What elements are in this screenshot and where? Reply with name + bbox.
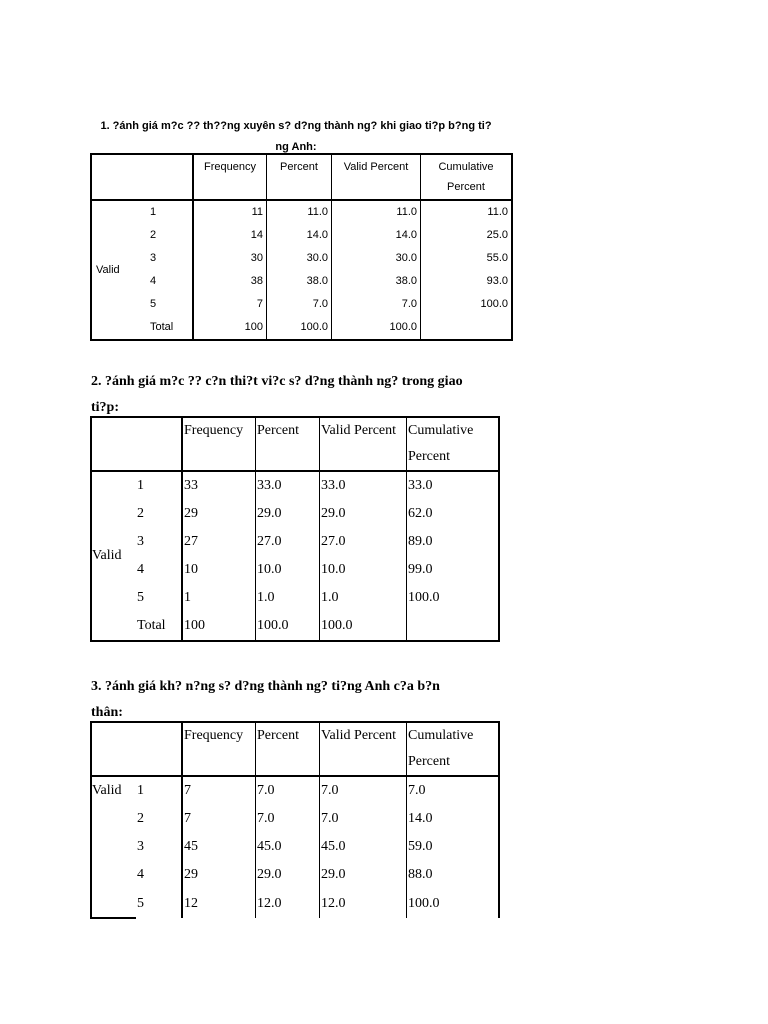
table-row	[91, 200, 512, 224]
table3-header-frequency: Frequency	[182, 722, 256, 776]
table2-group-label: Valid	[91, 471, 136, 641]
table-row	[91, 528, 499, 556]
cell-cumulative-percent	[421, 316, 513, 340]
row-label: 5	[137, 895, 144, 911]
cell-cumulative-percent: 100.0	[421, 293, 513, 316]
cell-frequency: 38	[193, 270, 267, 293]
cell-percent: 7.0	[256, 776, 320, 805]
cell-percent: 30.0	[267, 247, 332, 270]
table2-title	[91, 369, 511, 421]
row-label: Total	[142, 316, 193, 340]
table-row	[91, 776, 499, 805]
cell-cumulative-percent: 59.0	[407, 833, 500, 861]
cell-percent: 38.0	[267, 270, 332, 293]
row-label: 3	[150, 252, 157, 264]
cell-percent: 7.0	[256, 805, 320, 833]
table-row	[91, 247, 512, 270]
table2-header-row	[91, 417, 499, 471]
cell-valid-percent: 11.0	[332, 200, 421, 224]
cell-percent: 11.0	[267, 200, 332, 224]
cell-frequency: 30	[193, 247, 267, 270]
cell-frequency: 7	[193, 293, 267, 316]
cell-valid-percent: 7.0	[320, 776, 407, 805]
cell-cumulative-percent: 11.0	[421, 200, 513, 224]
table3-group-cell	[91, 861, 136, 889]
table-row	[91, 471, 499, 500]
table1-header-valid-percent: Valid Percent	[332, 154, 421, 200]
row-label: 5	[150, 298, 157, 310]
table-row	[91, 805, 499, 833]
table3-header-row	[91, 722, 499, 776]
cell-percent: 45.0	[256, 833, 320, 861]
row-label: 4	[150, 275, 157, 287]
cell-valid-percent: 1.0	[320, 584, 407, 612]
cell-valid-percent: 10.0	[320, 556, 407, 584]
cell-valid-percent: 27.0	[320, 528, 407, 556]
cell-percent: 33.0	[256, 471, 320, 500]
table3-title-line1: 3. ?ánh giá kh? n?ng s? d?ng thành ng? ti?ng Anh c?a b?n	[91, 679, 440, 694]
table3-group-cell	[91, 889, 136, 918]
table1	[90, 153, 513, 341]
row-label: 3	[137, 534, 144, 549]
cell-percent: 29.0	[256, 861, 320, 889]
table2-corner-cell	[91, 417, 136, 471]
table-row	[91, 612, 499, 641]
cell-valid-percent: 38.0	[332, 270, 421, 293]
table3-corner-cell	[136, 722, 182, 776]
table1-header-row	[91, 154, 512, 200]
cell-valid-percent: 100.0	[332, 316, 421, 340]
cell-frequency: 27	[182, 528, 256, 556]
row-label: 4	[137, 867, 144, 882]
cell-percent: 29.0	[256, 500, 320, 528]
table2-header-cumulative-percent: Cumulative Percent	[407, 417, 500, 471]
cell-frequency: 33	[182, 471, 256, 500]
cell-frequency: 7	[182, 776, 256, 805]
table-row	[91, 556, 499, 584]
cell-cumulative-percent: 33.0	[407, 471, 500, 500]
cell-cumulative-percent: 88.0	[407, 861, 500, 889]
cell-valid-percent: 45.0	[320, 833, 407, 861]
cell-frequency: 100	[182, 612, 256, 641]
table2-corner-cell	[136, 417, 182, 471]
table2-header-frequency: Frequency	[182, 417, 256, 471]
cell-frequency: 7	[182, 805, 256, 833]
cell-cumulative-percent: 100.0	[407, 889, 500, 918]
table1-header-frequency: Frequency	[193, 154, 267, 200]
cell-cumulative-percent: 14.0	[407, 805, 500, 833]
table1-corner-cell	[142, 154, 193, 200]
table1-group-label: Valid	[91, 200, 142, 340]
cell-valid-percent: 14.0	[332, 224, 421, 247]
table3-header-valid-percent: Valid Percent	[320, 722, 407, 776]
row-label: 5	[137, 590, 144, 605]
row-label: 3	[137, 839, 144, 854]
table3-corner-cell	[91, 722, 136, 776]
table1-title-line2: ng Anh:	[275, 141, 317, 153]
cell-percent: 100.0	[256, 612, 320, 641]
table2-header-percent: Percent	[256, 417, 320, 471]
cell-frequency: 10	[182, 556, 256, 584]
cell-valid-percent: 100.0	[320, 612, 407, 641]
cell-valid-percent: 29.0	[320, 861, 407, 889]
cell-cumulative-percent	[407, 612, 500, 641]
cell-cumulative-percent: 99.0	[407, 556, 500, 584]
table3-title	[91, 674, 511, 726]
table-row	[91, 270, 512, 293]
table1-corner-cell	[91, 154, 142, 200]
cell-valid-percent: 12.0	[320, 889, 407, 918]
table-row	[91, 500, 499, 528]
cell-cumulative-percent: 55.0	[421, 247, 513, 270]
cell-frequency: 1	[182, 584, 256, 612]
table3-group-cell	[91, 833, 136, 861]
row-label: 4	[137, 562, 144, 577]
table3	[90, 721, 500, 919]
row-label: 2	[150, 229, 157, 241]
cell-percent: 10.0	[256, 556, 320, 584]
table-row	[91, 224, 512, 247]
cell-valid-percent: 33.0	[320, 471, 407, 500]
cell-valid-percent: 7.0	[320, 805, 407, 833]
table2-header-valid-percent: Valid Percent	[320, 417, 407, 471]
table1-title-line1: 1. ?ánh giá m?c ?? th??ng xuyên s? d?ng thành ng? khi giao ti?p b?ng ti?	[100, 120, 492, 132]
cell-percent: 14.0	[267, 224, 332, 247]
cell-frequency: 29	[182, 500, 256, 528]
table-row	[91, 293, 512, 316]
cell-cumulative-percent: 62.0	[407, 500, 500, 528]
table3-header-percent: Percent	[256, 722, 320, 776]
cell-cumulative-percent: 100.0	[407, 584, 500, 612]
cell-cumulative-percent: 7.0	[407, 776, 500, 805]
table-row	[91, 584, 499, 612]
cell-frequency: 29	[182, 861, 256, 889]
cell-percent: 100.0	[267, 316, 332, 340]
row-label: 2	[137, 811, 144, 826]
cell-frequency: 45	[182, 833, 256, 861]
table-row	[91, 316, 512, 340]
cell-percent: 1.0	[256, 584, 320, 612]
table3-group-label: Valid	[91, 776, 136, 805]
cell-cumulative-percent: 25.0	[421, 224, 513, 247]
table1-header-percent: Percent	[267, 154, 332, 200]
cell-percent: 27.0	[256, 528, 320, 556]
row-label: 1	[150, 206, 157, 218]
cell-frequency: 11	[193, 200, 267, 224]
cell-percent: 12.0	[256, 889, 320, 918]
row-label: 2	[137, 506, 144, 521]
row-label: 1	[137, 478, 144, 493]
cell-percent: 7.0	[267, 293, 332, 316]
cell-valid-percent: 7.0	[332, 293, 421, 316]
cell-cumulative-percent: 89.0	[407, 528, 500, 556]
row-label: 1	[137, 783, 144, 798]
cell-cumulative-percent: 93.0	[421, 270, 513, 293]
table3-title-line2: thân:	[91, 705, 123, 720]
table1-header-cumulative-percent: Cumulative Percent	[421, 154, 513, 200]
table-row	[91, 833, 499, 861]
table-row	[91, 861, 499, 889]
table2-title-line1: 2. ?ánh giá m?c ?? c?n thi?t vi?c s? d?ng thành ng? trong giao	[91, 374, 463, 389]
table-row	[91, 889, 499, 918]
cell-frequency: 100	[193, 316, 267, 340]
table3-group-cell	[91, 805, 136, 833]
table2	[90, 416, 500, 642]
cell-valid-percent: 30.0	[332, 247, 421, 270]
table3-header-cumulative-percent: Cumulative Percent	[407, 722, 500, 776]
table2-title-line2: ti?p:	[91, 400, 119, 415]
table1-title	[90, 116, 502, 158]
cell-valid-percent: 29.0	[320, 500, 407, 528]
row-label: Total	[136, 612, 182, 641]
cell-frequency: 14	[193, 224, 267, 247]
cell-frequency: 12	[182, 889, 256, 918]
